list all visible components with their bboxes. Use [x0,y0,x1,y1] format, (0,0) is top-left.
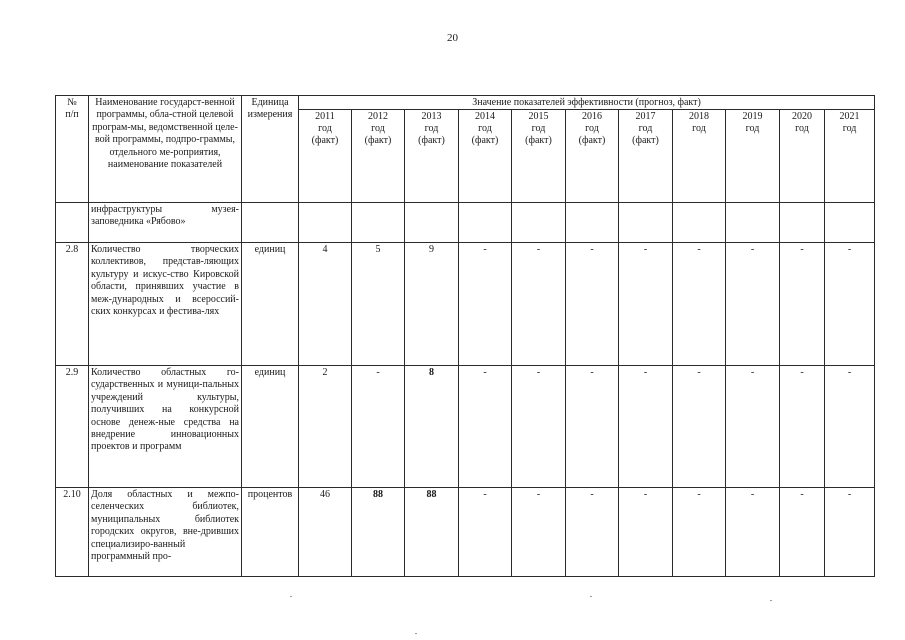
year-header-2020: 2020 год [780,110,825,203]
header-group-label: Значение показателей эффективности (прогноз, факт) [299,96,875,110]
year-header-2012: 2012 год (факт) [352,110,405,203]
value-2015: - [512,243,566,366]
year-header-2021: 2021 год [825,110,875,203]
row-num: 2.9 [56,366,89,488]
row-name-cell [89,203,242,243]
value-2011: 4 [299,243,352,366]
row-name-cell [89,243,242,366]
table-row [56,243,875,366]
header-name-label: Наименование государст-венной программы, обла-стной целевой програм-мы, ведомственной целе-вой программы, подпро-граммы, отдельного ме-роприятия, наименование показателей [92,97,238,171]
value-2015: - [512,366,566,488]
scan-artifact [590,596,592,597]
value-2013: 9 [405,243,459,366]
value-2017: - [619,488,673,577]
indicators-table [55,95,875,577]
value-2017: - [619,243,673,366]
value-2019: - [726,366,780,488]
value-2018: - [673,366,726,488]
value-2020: - [780,366,825,488]
row-name-text: Количество творческих коллективов, представ-ляющих культуру и искус-ство Кировской области, принявших участие в меж-дународных и всероссий-ских конкурсах и фестива-лях [91,244,239,318]
page-number: 20 [447,32,458,44]
value-2012: 88 [352,488,405,577]
row-unit: единиц [242,366,299,488]
value-2013: 8 [405,366,459,488]
value-2016: - [566,366,619,488]
value-2012: - [352,366,405,488]
value-2015: - [512,488,566,577]
year-header-2013: 2013 год (факт) [405,110,459,203]
value-2014: - [459,366,512,488]
value-2011: 2 [299,366,352,488]
row-name-text: Количество областных го-сударственных и муници-пальных учреждений культуры, получивших на конкурсной основе денеж-ные средства на внедрение инновационных проектов и программ [91,367,239,453]
scan-artifact [770,600,772,601]
header-name-cell [89,96,242,203]
row-num: 2.8 [56,243,89,366]
table-row [56,366,875,488]
value-2021: - [825,488,875,577]
row-name-cell [89,488,242,577]
row-name-text: Доля областных и межпо-селенческих библиотек, муниципальных библиотек городских округов, вне-дривших специализиро-ванный программный про- [91,489,239,563]
year-header-2017: 2017 год (факт) [619,110,673,203]
value-2011: 46 [299,488,352,577]
row-unit: процентов [242,488,299,577]
value-2017: - [619,366,673,488]
scan-artifact [415,633,417,634]
year-header-2019: 2019 год [726,110,780,203]
header-num-label: № п/п [56,96,89,203]
row-name-text: инфраструктуры музея-заповедника «Рябово» [91,204,239,228]
value-2021: - [825,366,875,488]
value-2016: - [566,243,619,366]
row-unit: единиц [242,243,299,366]
value-2013: 88 [405,488,459,577]
year-header-2014: 2014 год (факт) [459,110,512,203]
value-2018: - [673,243,726,366]
year-header-2011: 2011 год (факт) [299,110,352,203]
row-num: 2.10 [56,488,89,577]
value-2018: - [673,488,726,577]
value-2014: - [459,488,512,577]
value-2021: - [825,243,875,366]
value-2016: - [566,488,619,577]
value-2019: - [726,488,780,577]
value-2014: - [459,243,512,366]
year-header-2018: 2018 год [673,110,726,203]
row-num-cell [56,203,89,243]
value-2012: 5 [352,243,405,366]
year-header-2015: 2015 год (факт) [512,110,566,203]
header-row-top [56,96,875,110]
year-header-2016: 2016 год (факт) [566,110,619,203]
table-row [56,488,875,577]
header-unit-label: Единица измерения [242,96,299,203]
value-2019: - [726,243,780,366]
scan-artifact [290,596,292,597]
row-name-cell [89,366,242,488]
table-row-continuation [56,203,875,243]
value-2020: - [780,243,825,366]
value-2020: - [780,488,825,577]
